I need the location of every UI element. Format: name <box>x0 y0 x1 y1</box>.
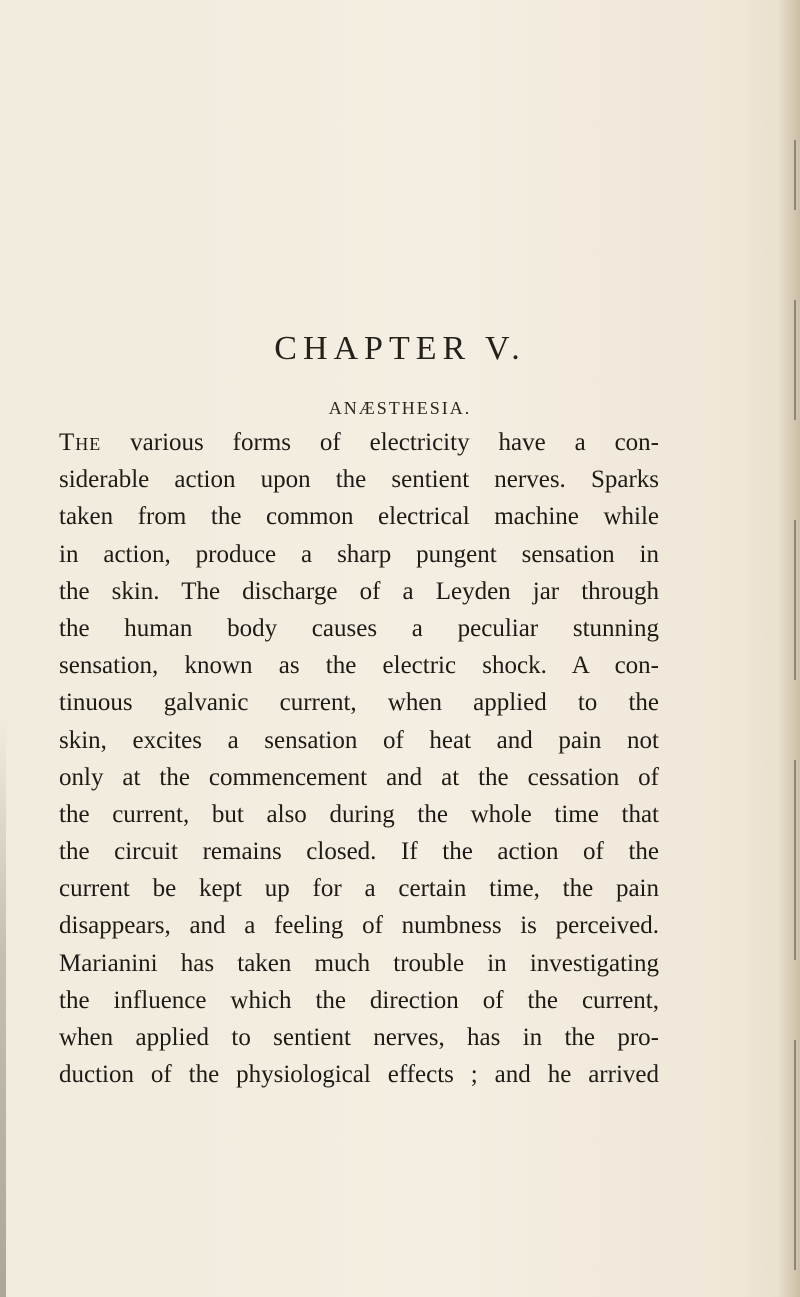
drop-word: The <box>59 429 102 456</box>
text-line: when applied to sentient nerves, has in the pro- <box>59 1024 659 1051</box>
text-line: only at the commencement and at the cessation of <box>59 763 659 791</box>
text-line: sensation, known as the electric shock. A con- <box>59 652 659 680</box>
text-line <box>59 424 659 461</box>
page-left-shadow <box>0 720 6 1297</box>
edge-streak <box>794 520 796 680</box>
first-line-text: various forms of electricity have a con- <box>101 429 659 456</box>
edge-streak <box>794 140 796 210</box>
text-line: the circuit remains closed. If the action of the <box>59 838 659 866</box>
text-line: the influence which the direction of the current, <box>59 986 659 1014</box>
chapter-subtitle: ANÆSTHESIA. <box>328 398 472 418</box>
body-paragraph <box>59 424 659 1093</box>
text-line: taken from the common electrical machine while <box>59 503 659 531</box>
text-line: Marianini has taken much trouble in investigating <box>59 949 659 977</box>
text-line: current be kept up for a certain time, the pain <box>59 875 659 903</box>
page-right-edge <box>778 0 800 1297</box>
text-line: duction of the physiological effects ; and he arrived <box>59 1061 659 1089</box>
edge-streak <box>794 760 796 960</box>
text-line: siderable action upon the sentient nerves. Sparks <box>59 466 659 494</box>
text-line: disappears, and a feeling of numbness is perceived. <box>59 912 659 940</box>
text-line: the skin. The discharge of a Leyden jar through <box>59 577 659 605</box>
text-line: skin, excites a sensation of heat and pain not <box>59 726 659 754</box>
text-line: the human body causes a peculiar stunning <box>59 614 659 642</box>
text-line: in action, produce a sharp pungent sensation in <box>59 540 659 568</box>
edge-streak <box>794 1040 796 1270</box>
text-line: tinuous galvanic current, when applied to the <box>59 689 659 717</box>
text-line: the current, but also during the whole time that <box>59 800 659 828</box>
chapter-title: CHAPTER V. <box>274 330 526 367</box>
